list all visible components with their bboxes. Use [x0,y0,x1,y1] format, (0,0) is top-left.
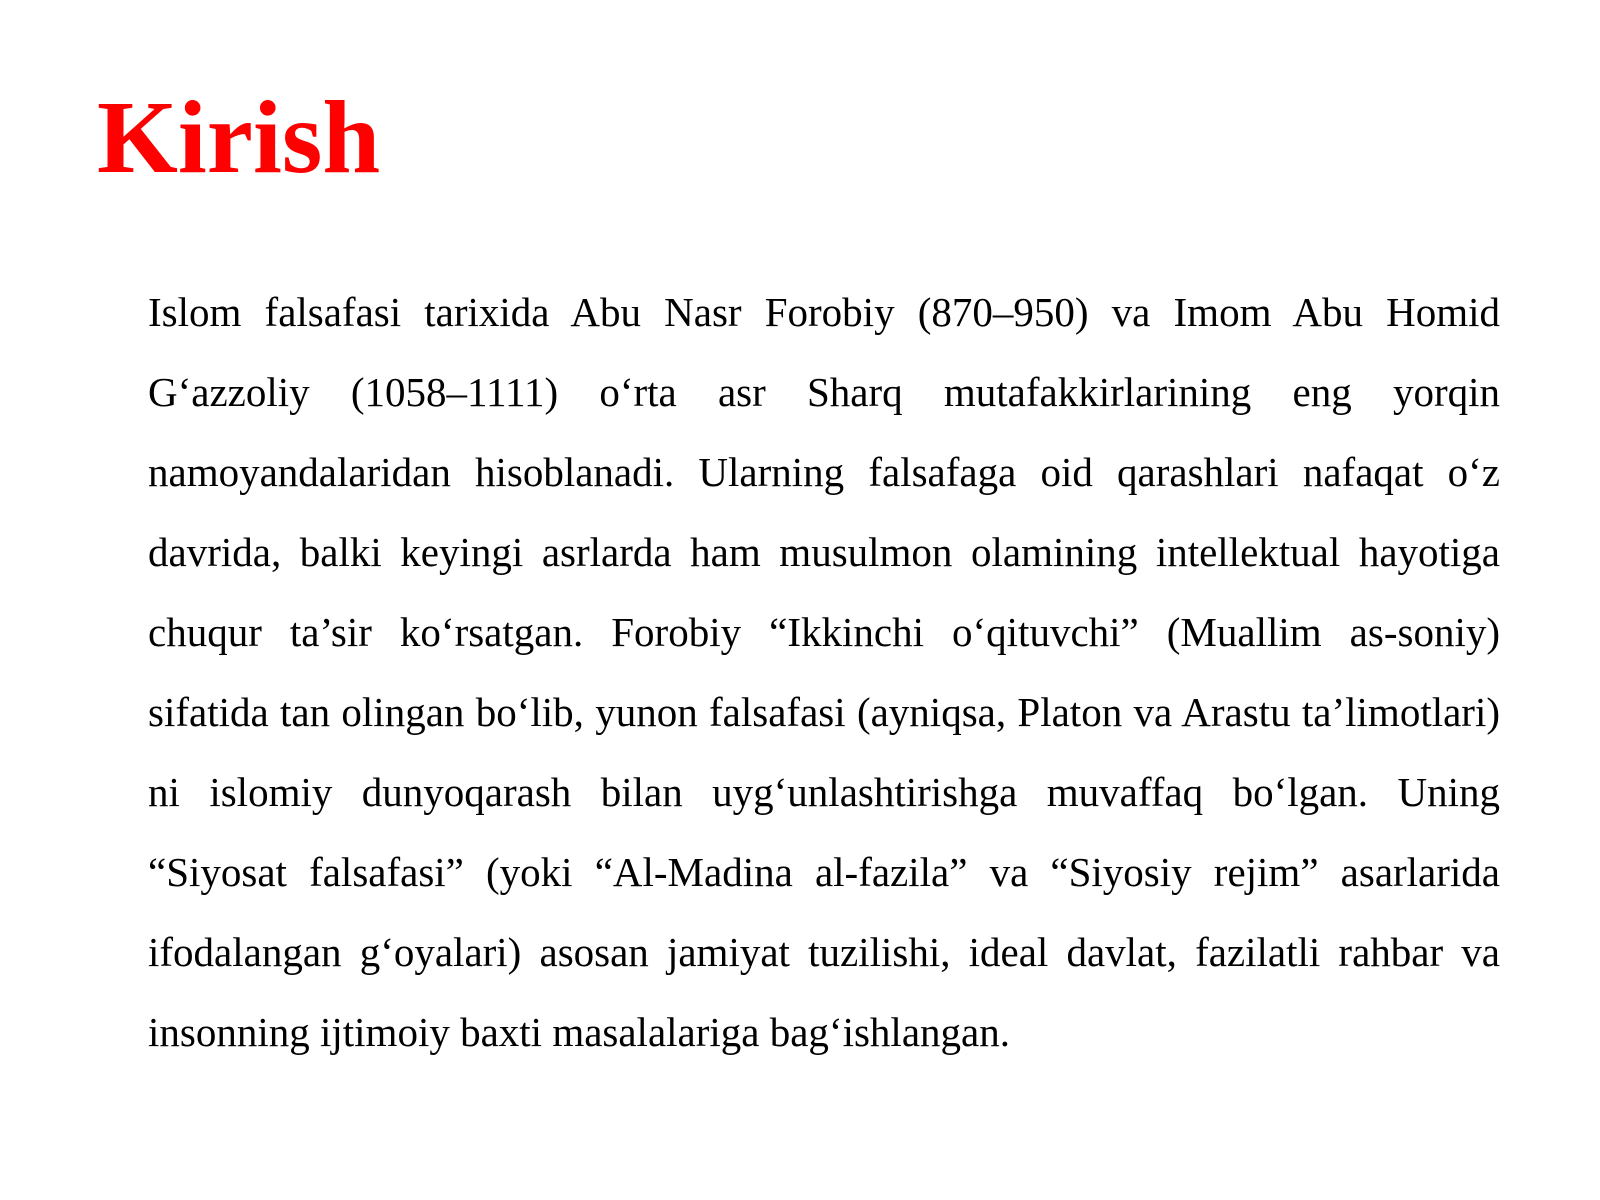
slide-body-paragraph: Islom falsafasi tarixida Abu Nasr Forobiy (870–950) va Imom Abu Homid G‘azzoliy (1058–1111) o‘rta asr Sharq mutafakkirlarining eng yorqin namoyandalaridan hisoblanadi. Ularning falsafaga oid qarashlari nafaqat o‘z davrida, balki keyingi asrlarda ham musulmon olamining intellektual hayotiga chuqur ta’sir ko‘rsatgan. Forobiy “Ikkinchi o‘qituvchi” (Muallim as-soniy) sifatida tan olingan bo‘lib, yunon falsafasi (ayniqsa, Platon va Arastu ta’limotlari) ni islomiy dunyoqarash bilan uyg‘unlashtirishga muvaffaq bo‘lgan. Uning “Siyosat falsafasi” (yoki “Al-Madina al-fazila” va “Siyosiy rejim” asarlarida ifodalangan g‘oyalari) asosan jamiyat tuzilishi, ideal davlat, fazilatli rahbar va insonning ijtimoiy baxti masalalariga bag‘ishlangan. [148,289,1500,1055]
slide-title: Kirish [97,80,381,195]
